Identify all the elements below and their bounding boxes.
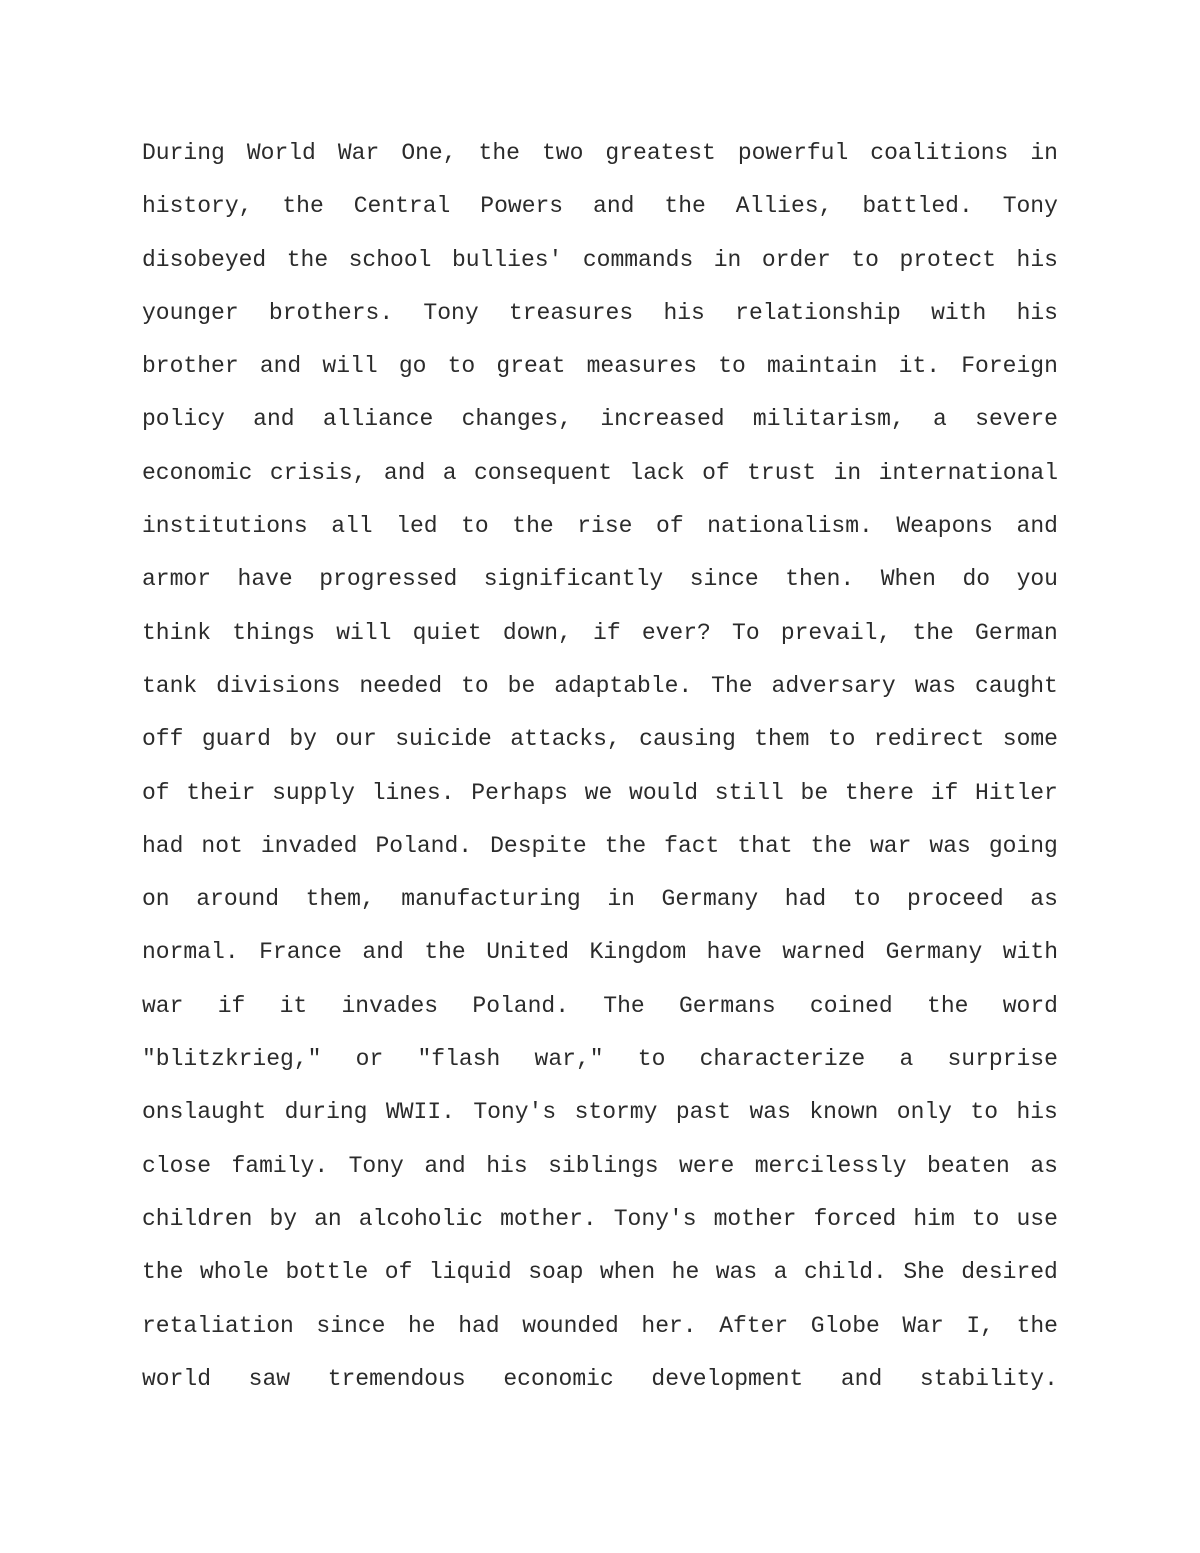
text-line: policy and alliance changes, increased militarism, a severe [142, 406, 1058, 433]
text-line: on around them, manufacturing in Germany had to proceed as [142, 886, 1058, 913]
text-line: war if it invades Poland. The Germans coined the word [142, 992, 1058, 1019]
text-line: tank divisions needed to be adaptable. The adversary was caught [142, 672, 1058, 699]
text-line: disobeyed the school bullies' commands in order to protect his [142, 246, 1058, 273]
text-line: younger brothers. Tony treasures his relationship with his [142, 299, 1058, 326]
text-line: "blitzkrieg," or "flash war," to characterize a surprise [142, 1046, 1058, 1073]
text-line: world saw tremendous economic development and stability. [142, 1365, 1058, 1392]
text-line: had not invaded Poland. Despite the fact that the war was going [142, 832, 1058, 859]
text-line: children by an alcoholic mother. Tony's mother forced him to use [142, 1205, 1058, 1232]
text-line: close family. Tony and his siblings were mercilessly beaten as [142, 1152, 1058, 1179]
text-line: of their supply lines. Perhaps we would still be there if Hitler [142, 779, 1058, 806]
text-line: the whole bottle of liquid soap when he was a child. She desired [142, 1259, 1058, 1286]
text-line: institutions all led to the rise of nationalism. Weapons and [142, 513, 1058, 540]
text-line: normal. France and the United Kingdom have warned Germany with [142, 939, 1058, 966]
text-line: onslaught during WWII. Tony's stormy past was known only to his [142, 1099, 1058, 1126]
text-line: armor have progressed significantly since then. When do you [142, 566, 1058, 593]
body-paragraph [142, 127, 1058, 1406]
text-line: During World War One, the two greatest powerful coalitions in [142, 140, 1058, 166]
text-line: think things will quiet down, if ever? To prevail, the German [142, 619, 1058, 646]
text-line: economic crisis, and a consequent lack of trust in international [142, 459, 1058, 486]
text-line: off guard by our suicide attacks, causing them to redirect some [142, 726, 1058, 753]
text-line: brother and will go to great measures to maintain it. Foreign [142, 353, 1058, 380]
text-line: history, the Central Powers and the Allies, battled. Tony [142, 193, 1058, 220]
text-line: retaliation since he had wounded her. After Globe War I, the [142, 1312, 1058, 1339]
